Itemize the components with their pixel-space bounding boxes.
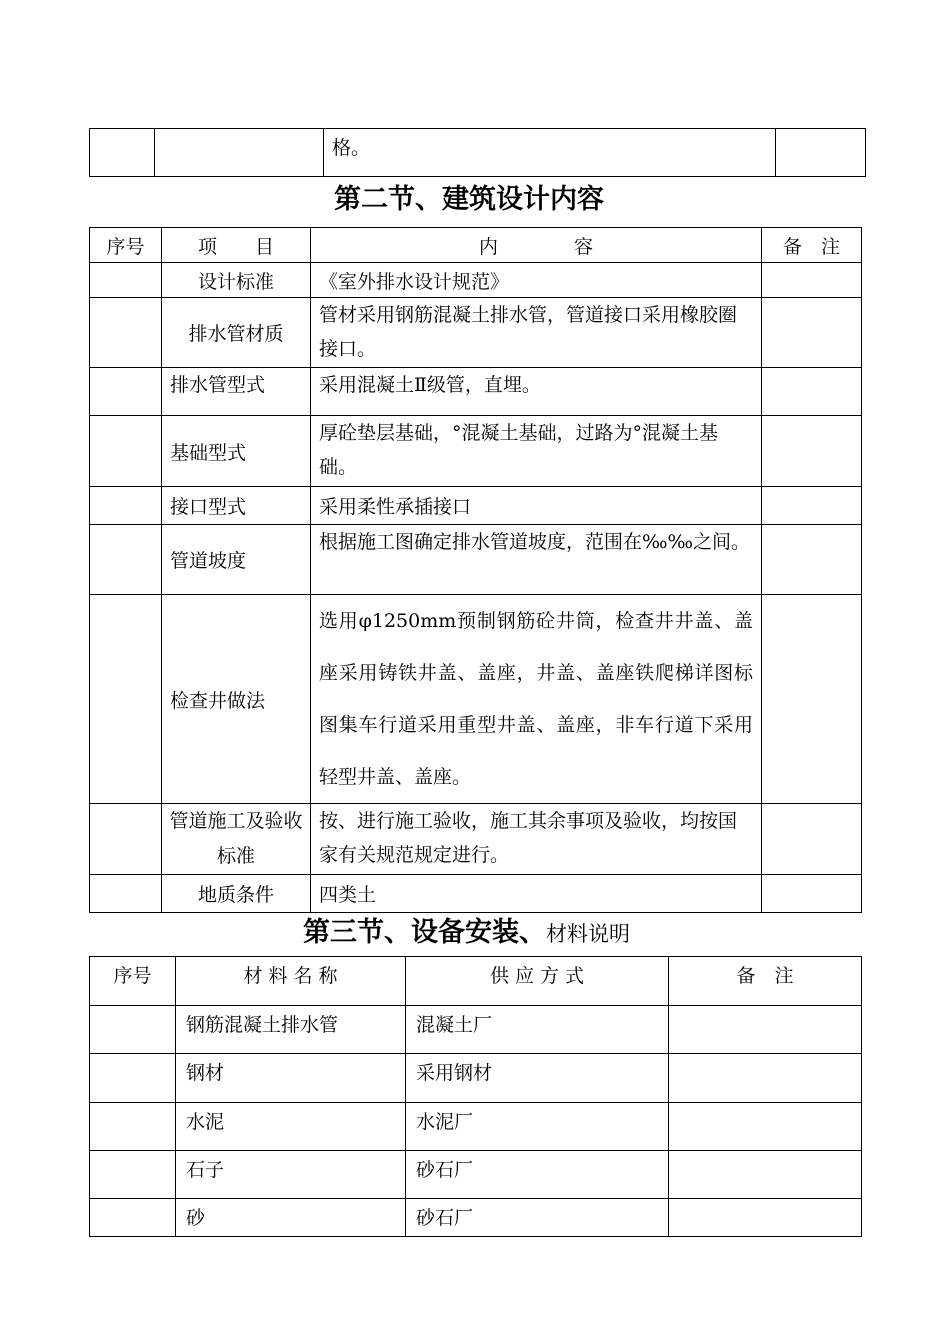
row-no xyxy=(90,368,162,416)
row-note xyxy=(762,487,862,525)
table-row xyxy=(90,1151,862,1199)
row-content: 根据施工图确定排水管道坡度，范围在‰‰之间。 xyxy=(311,525,762,595)
row-note xyxy=(669,1199,862,1237)
table-row xyxy=(90,804,862,875)
row-no xyxy=(90,416,162,487)
row-supply: 砂石厂 xyxy=(406,1151,669,1199)
materials-table xyxy=(89,956,862,1237)
row-name: 石子 xyxy=(176,1151,406,1199)
row-no xyxy=(90,1103,176,1151)
row-note xyxy=(669,1103,862,1151)
row-note xyxy=(669,1054,862,1103)
table-row xyxy=(90,1054,862,1103)
table-row xyxy=(90,1199,862,1237)
table-row xyxy=(90,416,862,487)
header-note: 备 注 xyxy=(669,957,862,1006)
row-supply: 水泥厂 xyxy=(406,1103,669,1151)
row-item: 设计标准 xyxy=(162,263,311,298)
row-content: 管材采用钢筋混凝土排水管，管道接口采用橡胶圈接口。 xyxy=(311,298,762,368)
header-note: 备 注 xyxy=(762,228,862,263)
cell-empty xyxy=(776,129,866,177)
section-3-heading-suffix: 材料说明 xyxy=(546,922,630,946)
section-3-heading-main: 第三节、设备安装、 xyxy=(303,917,546,948)
table-row xyxy=(90,1006,862,1054)
table-header-row xyxy=(90,957,862,1006)
row-item: 地质条件 xyxy=(162,875,311,913)
row-note xyxy=(762,595,862,804)
row-no xyxy=(90,595,162,804)
row-no xyxy=(90,298,162,368)
row-content: 厚砼垫层基础，°混凝土基础，过路为°混凝土基础。 xyxy=(311,416,762,487)
row-no xyxy=(90,804,162,875)
row-item: 接口型式 xyxy=(162,487,311,525)
row-content: 按、进行施工验收，施工其余事项及验收，均按国家有关规范规定进行。 xyxy=(311,804,762,875)
row-note xyxy=(762,368,862,416)
row-content: 《室外排水设计规范》 xyxy=(311,263,762,298)
row-note xyxy=(762,263,862,298)
continuation-text: 格。 xyxy=(324,129,776,177)
header-item: 项 目 xyxy=(162,228,311,263)
table-row xyxy=(90,298,862,368)
table-row xyxy=(90,875,862,913)
header-no: 序号 xyxy=(90,228,162,263)
row-supply: 砂石厂 xyxy=(406,1199,669,1237)
row-name: 砂 xyxy=(176,1199,406,1237)
section-2-heading: 第二节、建筑设计内容 xyxy=(334,184,604,215)
row-item: 排水管材质 xyxy=(162,298,311,368)
row-name: 水泥 xyxy=(176,1103,406,1151)
row-no xyxy=(90,1054,176,1103)
row-note xyxy=(762,416,862,487)
row-note xyxy=(762,525,862,595)
row-note xyxy=(762,804,862,875)
row-supply: 混凝土厂 xyxy=(406,1006,669,1054)
row-note xyxy=(669,1151,862,1199)
table-row xyxy=(90,595,862,804)
row-note xyxy=(762,875,862,913)
design-content-table xyxy=(89,227,862,913)
row-content: 采用柔性承插接口 xyxy=(311,487,762,525)
header-name: 材 料 名 称 xyxy=(176,957,406,1006)
header-supply: 供 应 方 式 xyxy=(406,957,669,1006)
row-name: 钢材 xyxy=(176,1054,406,1103)
row-no xyxy=(90,487,162,525)
row-content: 四类土 xyxy=(311,875,762,913)
table-row xyxy=(90,263,862,298)
row-item: 基础型式 xyxy=(162,416,311,487)
header-content: 内 容 xyxy=(311,228,762,263)
row-no xyxy=(90,1006,176,1054)
row-no xyxy=(90,263,162,298)
table-header-row xyxy=(90,228,862,263)
header-no: 序号 xyxy=(90,957,176,1006)
row-note xyxy=(669,1006,862,1054)
continuation-table xyxy=(89,128,866,177)
row-item: 管道坡度 xyxy=(162,525,311,595)
table-row xyxy=(90,487,862,525)
row-item: 检查井做法 xyxy=(162,595,311,804)
row-no xyxy=(90,1151,176,1199)
table-row xyxy=(90,525,862,595)
row-content: 采用混凝土Ⅱ级管，直埋。 xyxy=(311,368,762,416)
row-no xyxy=(90,875,162,913)
row-item: 排水管型式 xyxy=(162,368,311,416)
row-content: 选用φ1250mm预制钢筋砼井筒，检查井井盖、盖座采用铸铁井盖、盖座，井盖、盖座铁爬梯详图标图集车行道采用重型井盖、盖座，非车行道下采用轻型井盖、盖座。 xyxy=(311,595,762,804)
table-row xyxy=(90,368,862,416)
table-row xyxy=(90,1103,862,1151)
row-note xyxy=(762,298,862,368)
row-no xyxy=(90,1199,176,1237)
cell-empty xyxy=(90,129,155,177)
section-3-heading xyxy=(303,910,630,949)
row-no xyxy=(90,525,162,595)
row-name: 钢筋混凝土排水管 xyxy=(176,1006,406,1054)
row-supply: 采用钢材 xyxy=(406,1054,669,1103)
row-item: 管道施工及验收标准 xyxy=(162,804,311,875)
cell-empty xyxy=(155,129,324,177)
